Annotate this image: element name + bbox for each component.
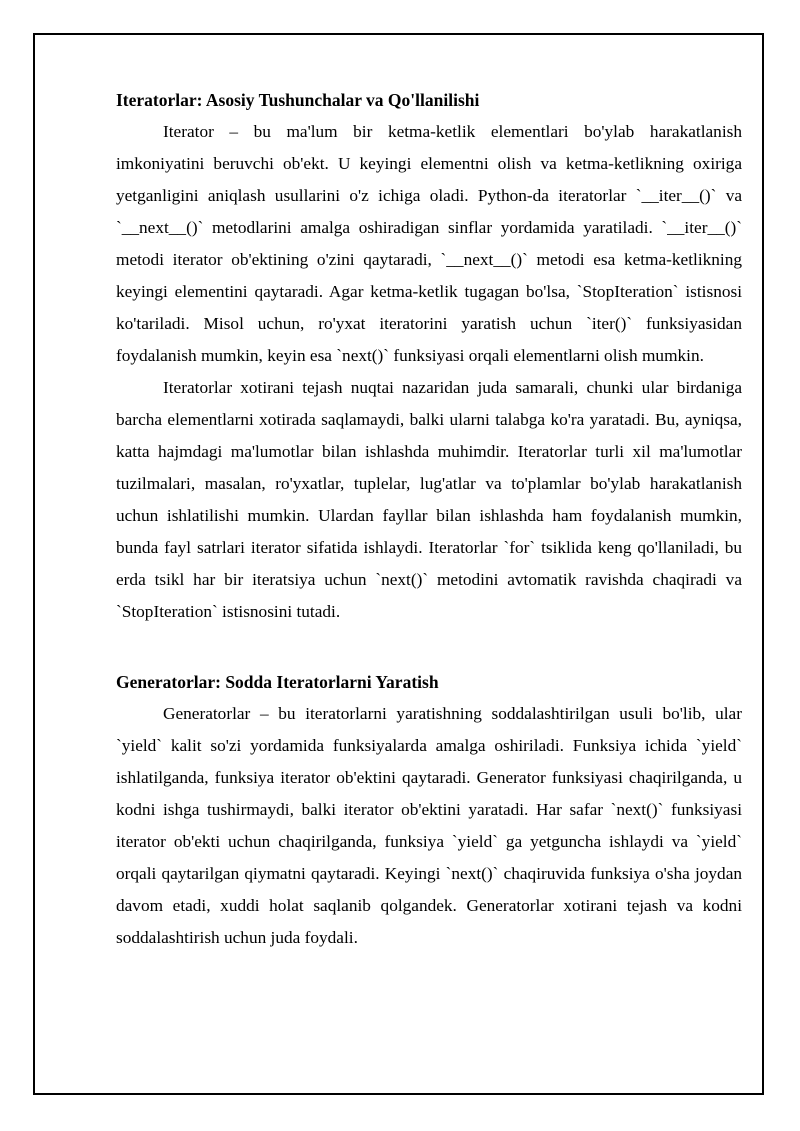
paragraph-iterator-memory: Iteratorlar xotirani tejash nuqtai nazaridan juda samarali, chunki ular birdaniga barcha elementlarni xotirada saqlamaydi, balki ularni talabga ko'ra yaratadi. Bu, ayniqsa, katta hajmdagi ma'lumotlar bilan ishlashda muhimdir. Iteratorlar turli xil ma'lumotlar tuzilmalari, masalan, ro'yxatlar, tuplelar, lug'atlar va to'plamlar bo'ylab harakatlanish uchun ishlatilishi mumkin. Ulardan fayllar bilan ishlashda ham foydalanish mumkin, bunda fayl satrlari iterator sifatida ishlaydi. Iteratorlar `for` tsiklida keng qo'llaniladi, bu erda tsikl har bir iteratsiya uchun `next()` metodini avtomatik ravishda chaqiradi va `StopIteration` istisnosini tutadi. [116,378,742,621]
document-body [116,84,742,954]
paragraph-generator-definition: Generatorlar – bu iteratorlarni yaratishning soddalashtirilgan usuli bo'lib, ular `yield` kalit so'zi yordamida funksiyalarda amalga oshiriladi. Funksiya ichida `yield` ishlatilganda, funksiya iterator ob'ektini qaytaradi. Generator funksiyasi chaqirilganda, u kodni ishga tushirmaydi, balki iterator ob'ektini yaratadi. Har safar `next()` funksiyasi iterator ob'ekti uchun chaqirilganda, funksiya `yield` ga yetguncha ishlaydi va `yield` orqali qaytarilgan qiymatni qaytaradi. Keyingi `next()` chaqiruvida funksiya o'sha joydan davom etadi, xuddi holat saqlanib qolgandek. Generatorlar xotirani tejash va kodni soddalashtirish uchun juda foydali. [116,704,742,947]
paragraph-iterator-definition: Iterator – bu ma'lum bir ketma-ketlik elementlari bo'ylab harakatlanish imkoniyatini beruvchi ob'ekt. U keyingi elementni olish va ketma-ketlikning oxiriga yetganligini aniqlash usullarini o'z ichiga oladi. Python-da iteratorlar `__iter__()` va `__next__()` metodlarini amalga oshiradigan sinflar yordamida yaratiladi. `__iter__()` metodi iterator ob'ektining o'zini qaytaradi, `__next__()` metodi esa ketma-ketlikning keyingi elementini qaytaradi. Agar ketma-ketlik tugagan bo'lsa, `StopIteration` istisnosi ko'tariladi. Misol uchun, ro'yxat iteratorini yaratish uchun `iter()` funksiyasidan foydalanish mumkin, keyin esa `next()` funksiyasi orqali elementlarni olish mumkin. [116,122,742,365]
section-heading-generatorlar: Generatorlar: Sodda Iteratorlarni Yaratish [116,672,439,692]
section-heading-iteratorlar: Iteratorlar: Asosiy Tushunchalar va Qo'llanilishi [116,90,480,110]
